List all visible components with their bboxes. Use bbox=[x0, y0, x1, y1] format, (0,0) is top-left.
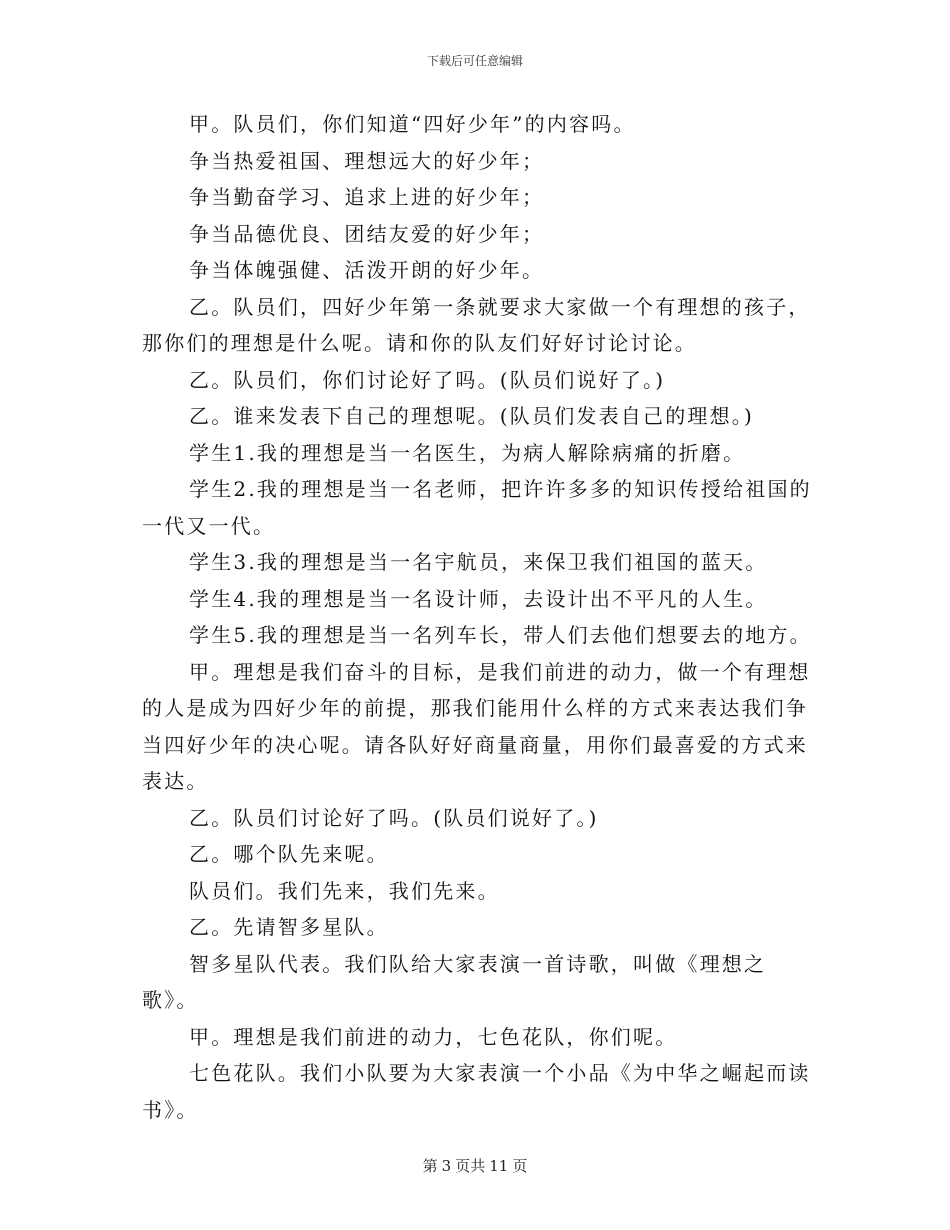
page-header: 下载后可任意编辑 bbox=[426, 54, 523, 68]
paragraph: 争当勤奋学习、追求上进的好少年； bbox=[189, 185, 545, 209]
paragraph: 乙。哪个队先来呢。 bbox=[189, 842, 389, 866]
paragraph: 乙。队员们，四好少年第一条就要求大家做一个有理想的孩子，那你们的理想是什么呢。请和你的队友们好好讨论讨论。 bbox=[142, 294, 811, 355]
paragraph: 队员们。我们先来，我们先来。 bbox=[189, 878, 500, 903]
footer-middle: 页共 bbox=[455, 1157, 486, 1175]
page-total: 11 bbox=[489, 1157, 509, 1175]
paragraph: 智多星队代表。我们队给大家表演一首诗歌，叫做《理想之歌》。 bbox=[142, 951, 767, 1012]
footer-prefix: 第 bbox=[422, 1157, 438, 1175]
paragraph: 乙。谁来发表下自己的理想呢。(队员们发表自己的理想。) bbox=[189, 404, 755, 428]
paragraph: 争当体魄强健、活泼开朗的好少年。 bbox=[189, 258, 545, 282]
paragraph: 学生2.我的理想是当一名老师，把许许多多的知识传授给祖国的一代又一代。 bbox=[142, 477, 812, 538]
paragraph: 乙。先请智多星队。 bbox=[189, 915, 389, 939]
paragraph: 学生3.我的理想是当一名宇航员，来保卫我们祖国的蓝天。 bbox=[189, 550, 768, 574]
paragraph: 争当品德优良、团结友爱的好少年； bbox=[189, 221, 545, 246]
paragraph: 乙。队员们，你们讨论好了吗。(队员们说好了。) bbox=[189, 367, 666, 392]
document-body bbox=[142, 106, 822, 1128]
footer-suffix: 页 bbox=[512, 1157, 528, 1175]
paragraph: 甲。队员们，你们知道“四好少年”的内容吗。 bbox=[189, 112, 636, 136]
page-number: 3 bbox=[441, 1157, 452, 1175]
paragraph: 学生4.我的理想是当一名设计师，去设计出不平凡的人生。 bbox=[189, 586, 768, 611]
paragraph: 学生5.我的理想是当一名列车长，带人们去他们想要去的地方。 bbox=[189, 623, 812, 647]
paragraph: 甲。理想是我们前进的动力，七色花队，你们呢。 bbox=[189, 1024, 678, 1049]
paragraph: 乙。队员们讨论好了吗。(队员们说好了。) bbox=[189, 805, 599, 830]
paragraph: 七色花队。我们小队要为大家表演一个小品《为中华之崛起而读书》。 bbox=[142, 1061, 811, 1122]
page-footer bbox=[0, 1155, 950, 1176]
paragraph: 争当热爱祖国、理想远大的好少年； bbox=[189, 148, 545, 173]
paragraph: 学生1.我的理想是当一名医生，为病人解除病痛的折磨。 bbox=[189, 440, 746, 465]
paragraph: 甲。理想是我们奋斗的目标，是我们前进的动力，做一个有理想的人是成为四好少年的前提，那我们能用什么样的方式来表达我们争当四好少年的决心呢。请各队好好商量商量，用你们最喜爱的方式来表达。 bbox=[142, 659, 811, 793]
